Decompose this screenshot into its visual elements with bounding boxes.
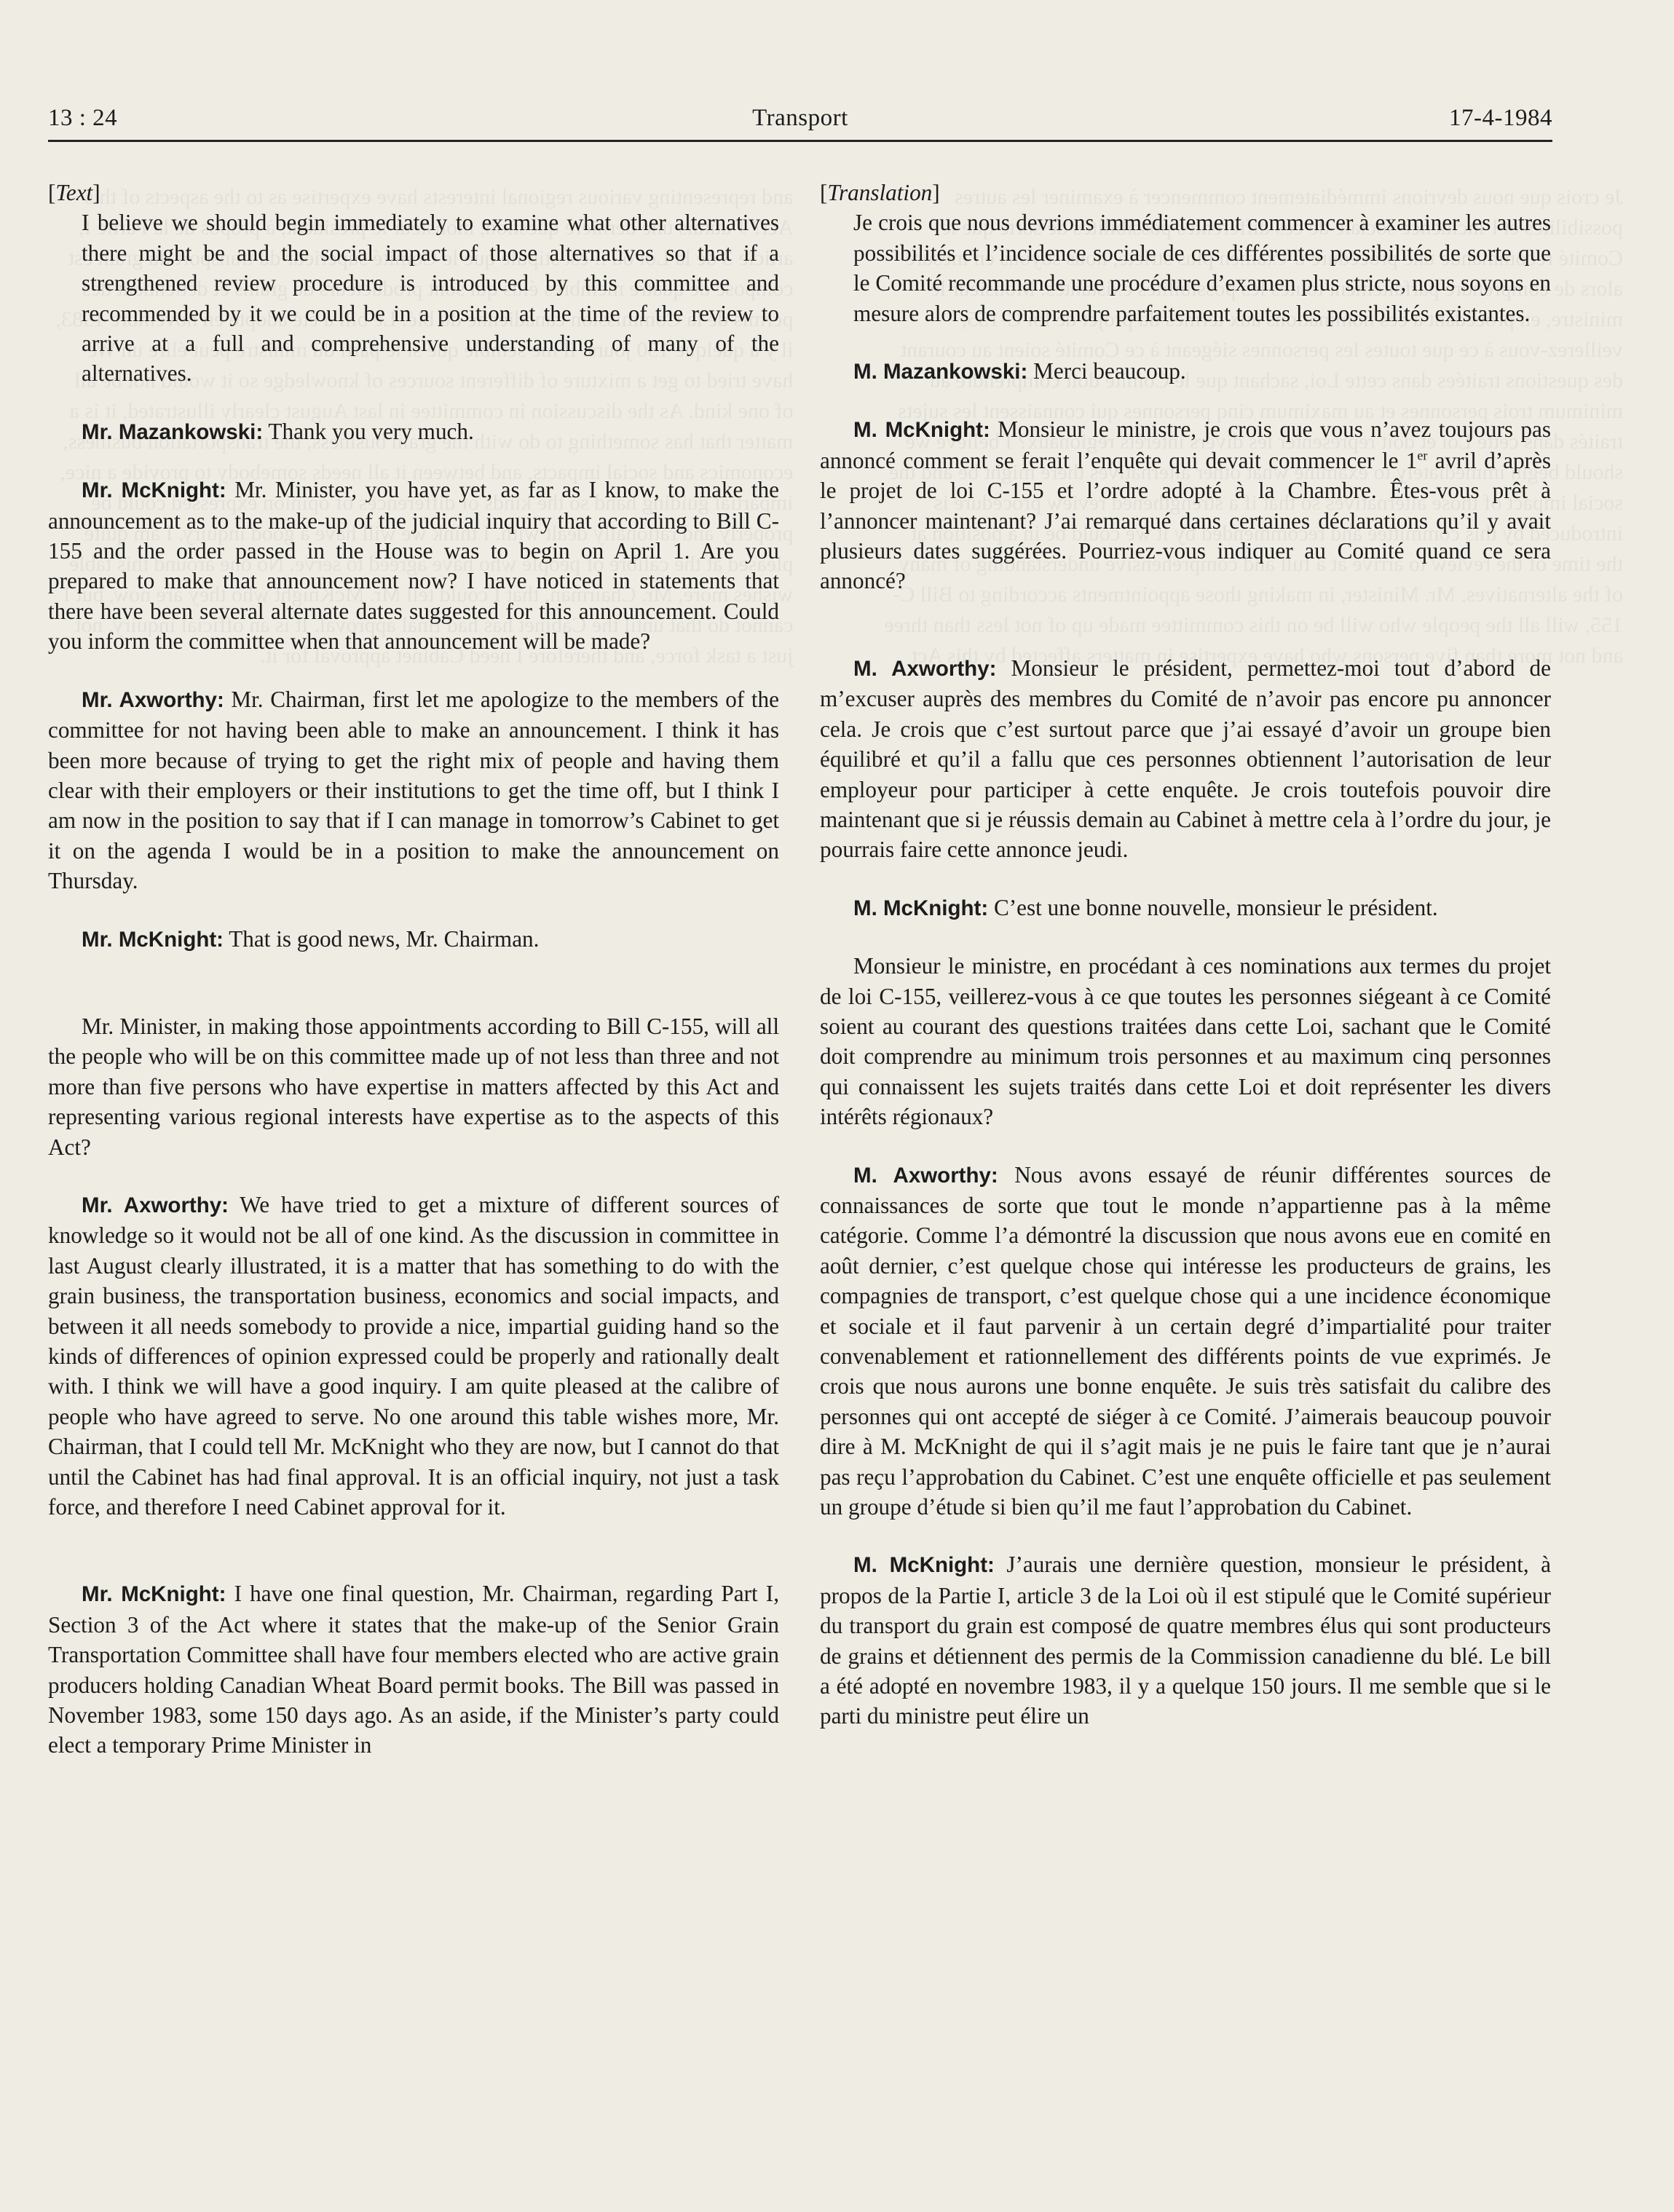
header-date: 17-4-1984 xyxy=(1449,105,1552,131)
paragraph: I believe we should begin immediately to examine what other alternatives there might be and the social impact of those alternatives so that if a strengthened review procedure is introduced by this committee and recommended by it we could be in a position at the time of the review to arrive at a full and comprehensive understanding of many of the alternatives. xyxy=(82,210,779,387)
paragraph: M. Mazankowski: Merci beaucoup. xyxy=(853,358,1186,384)
language-label: [Translation] xyxy=(820,180,940,205)
paragraph: M. McKnight: Monsieur le ministre, je crois que vous n’avez toujours pas annoncé comment se ferait l’enquête qui devait commencer le 1er avril d’après le projet de loi C-155 et l’ordre adopté à la Chambre. Êtes-vous prêt à l’annoncer maintenant? J’ai remarqué dans certaines déclarations qu’il y avait plusieurs dates suggérées. Pourriez-vous indiquer au Comité quand ce sera annoncé? xyxy=(820,416,1551,594)
page-header xyxy=(48,102,1552,142)
speaker-name: M. McKnight: xyxy=(853,1553,995,1578)
speaker-name: M. Mazankowski: xyxy=(853,360,1028,384)
speaker-name: Mr. Axworthy: xyxy=(82,687,224,712)
language-label: [Text] xyxy=(48,180,100,205)
paragraph: M. Axworthy: Nous avons essayé de réunir différentes sources de connaissances de sorte que tout le monde n’appartienne pas à la même catégorie. Comme l’a démontré la discussion que nous avons eue en comité en août dernier, c’est quelque chose qui intéresse les producteurs de grains, les compagnies de transport, c’est quelque chose qui a une incidence économique et sociale et il faut parvenir à un certain degré d’impartialité pour traiter convenablement et rationnellement des différents points de vue exprimés. Je crois que nous aurons une bonne enquête. Je suis très satisfait du calibre des personnes qui ont accepté de siéger à ce Comité. J’aimerais beaucoup pouvoir dire à M. McKnight de qui il s’agit mais je ne puis le faire tant que je n’aurai pas reçu l’approbation du Cabinet. C’est une enquête officielle et pas seulement un groupe d’étude si bien qu’il me faut l’approbation du Cabinet. xyxy=(820,1161,1551,1520)
paragraph: Mr. Axworthy: We have tried to get a mixture of different sources of knowledge so it would not be all of one kind. As the discussion in committee in last August clearly illustrated, it is a matter that has something to do with the grain business, the transportation business, economics and social impacts, and between it all needs somebody to provide a nice, impartial guiding hand so the kinds of differences of opinion expressed could be properly and rationally dealt with. I think we will have a good inquiry. I am quite pleased at the calibre of people who have agreed to serve. No one around this table wishes more, Mr. Chairman, that I could tell Mr. McKnight who they are now, but I cannot do that until the Cabinet has had final approval. It is an official inquiry, not just a task force, and therefore I need Cabinet approval for it. xyxy=(48,1191,779,1520)
speaker-name: Mr. McKnight: xyxy=(82,478,226,503)
paragraph: Mr. McKnight: Mr. Minister, you have yet, as far as I know, to make the announcement as to the make-up of the judicial inquiry that according to Bill C-155 and the order passed in the House was to begin on April 1. Are you prepared to make that announcement now? I have noticed in statements that there have been several alternate dates suggested for this announcement. Could you inform the committee when that announcement will be made? xyxy=(48,477,779,655)
french-column xyxy=(820,178,1551,1731)
paragraph: Mr. Mazankowski: Thank you very much. xyxy=(82,418,474,444)
paragraph: Je crois que nous devrions immédiatement commencer à examiner les autres possibilités et l’incidence sociale de ces différentes possibilités de sorte que le Comité recommande une procédure d’examen plus stricte, nous soyons en mesure alors de comprendre parfaitement toutes les possibilités existantes. xyxy=(853,210,1551,326)
paragraph: Mr. Axworthy: Mr. Chairman, first let me apologize to the members of the committee for not having been able to make an announcement. I think it has been more because of trying to get the right mix of people and having them clear with their employers or their institutions to get the time off, but I think I am now in the position to say that if I can manage in tomorrow’s Cabinet to get it on the agenda I would be in a position to make the announcement on Thursday. xyxy=(48,686,779,894)
speaker-name: Mr. McKnight: xyxy=(82,927,224,952)
english-column xyxy=(48,178,779,1761)
paragraph: M. McKnight: J’aurais une dernière question, monsieur le président, à propos de la Partie I, article 3 de la Loi où il est stipulé que le Comité supérieur du transport du grain est composé de quatre membres élus qui sont producteurs de grains et détiennent des permis de la Commission canadienne du blé. Le bill a été adopté en novembre 1983, il y a quelque 150 jours. Il me semble que si le parti du ministre peut élire un xyxy=(820,1552,1552,1729)
speaker-name: M. McKnight: xyxy=(853,896,989,920)
paragraph: Monsieur le ministre, en procédant à ces nominations aux termes du projet de loi C-155, veillerez-vous à ce que toutes les personnes siégeant à ce Comité soient au courant des questions traitées dans cette Loi, sachant que le Comité doit comprendre au minimum trois personnes et au maximum cinq personnes qui connaissent les sujets traités dans cette Loi et doit représenter les divers intérêts régionaux? xyxy=(820,953,1551,1130)
paragraph: Mr. Minister, in making those appointments according to Bill C-155, will all the people who will be on this committee made up of not less than three and not more than five persons who have expertise in matters affected by this Act and representing various regional interests have expertise as to the aspects of this Act? xyxy=(48,1013,779,1160)
page-number: 13 : 24 xyxy=(48,105,118,131)
paragraph: M. McKnight: C’est une bonne nouvelle, monsieur le président. xyxy=(853,894,1438,920)
speaker-name: M. Axworthy: xyxy=(853,656,997,681)
paragraph: M. Axworthy: Monsieur le président, permettez-moi tout d’abord de m’excuser auprès des membres du Comité de n’avoir pas encore pu annoncer cela. Je crois que c’est surtout parce que j’ai essayé d’avoir un groupe bien équilibré et qu’il a fallu que ces personnes obtiennent l’autorisation de leur employeur pour participer à cette enquête. Je crois toutefois pouvoir dire maintenant que si je réussis demain au Cabinet à mettre cela à l’ordre du jour, je pourrais faire cette annonce jeudi. xyxy=(820,655,1551,863)
running-title: Transport xyxy=(752,105,848,131)
speaker-name: Mr. Mazankowski: xyxy=(82,419,264,444)
speaker-name: Mr. Axworthy: xyxy=(82,1193,229,1217)
speaker-name: Mr. McKnight: xyxy=(82,1582,226,1607)
paragraph: Mr. McKnight: That is good news, Mr. Chairman. xyxy=(82,925,540,952)
speaker-name: M. McKnight: xyxy=(853,418,990,443)
speaker-name: M. Axworthy: xyxy=(853,1163,998,1188)
paragraph: Mr. McKnight: I have one final question, Mr. Chairman, regarding Part I, Section 3 of the Act where it states that the make-up of the Senior Grain Transportation Committee shall have four members elected who are active grain producers holding Canadian Wheat Board permit books. The Bill was passed in November 1983, some 150 days ago. As an aside, if the Minister’s party could elect a temporary Prime Minister in xyxy=(48,1581,779,1758)
